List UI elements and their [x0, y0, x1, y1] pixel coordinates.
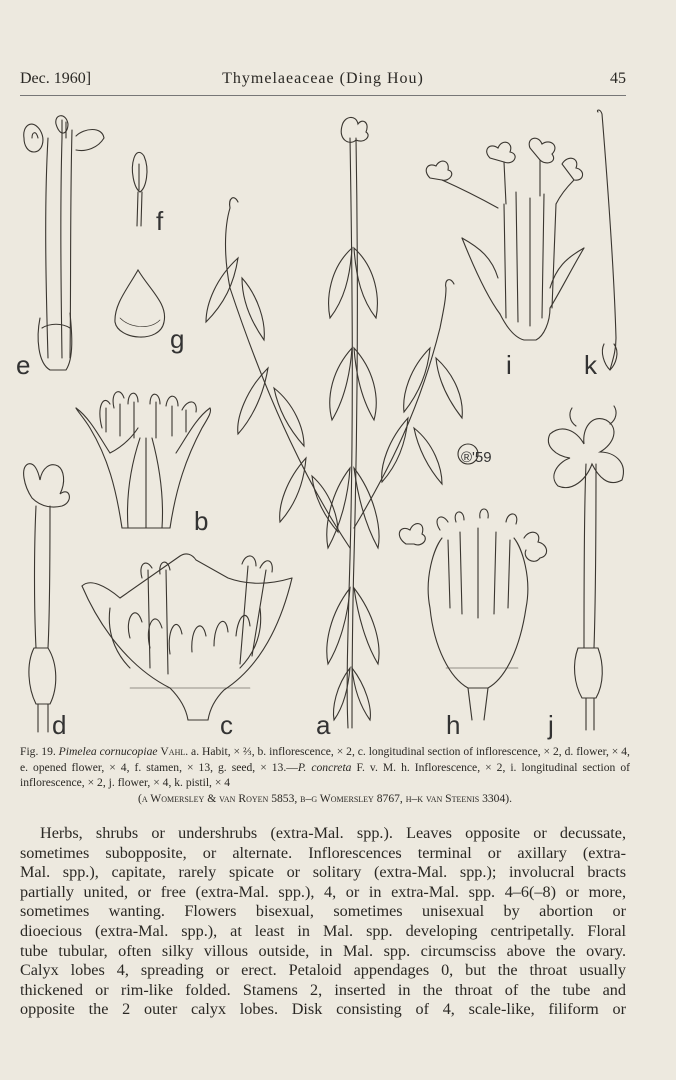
caption-author: Vahl.: [160, 745, 189, 758]
label-c: c: [220, 710, 233, 740]
label-b: b: [194, 506, 209, 536]
botanical-plate: [10, 108, 640, 740]
body-paragraph: [20, 824, 626, 1020]
figure-c-longitudinal-section: [82, 554, 292, 720]
header-rule: [20, 95, 626, 96]
body-line: dioecious (extra-Mal. spp.), at least in Mal. spp. developing centripetally. Floral: [20, 921, 626, 940]
body-line: tube tubular, often silky villous outside, in Mal. spp. circumsciss above the ovary.: [20, 941, 626, 960]
caption-species: Pimelea cornucopiae: [58, 745, 158, 758]
figure-j-flower: [548, 406, 623, 730]
page-number: 45: [610, 70, 626, 87]
label-i: i: [506, 350, 512, 380]
header-date: Dec. 1960]: [20, 70, 92, 87]
label-g: g: [170, 324, 185, 354]
running-header: [20, 70, 626, 94]
body-line: Herbs, shrubs or undershrubs (extra-Mal. spp.). Leaves opposite or decussate,: [40, 824, 626, 842]
figure-k-pistil: [597, 110, 617, 370]
body-line: Mal. spp.), capitate, rarely spicate or solitary (extra-Mal. spp.); involucral bracts: [20, 863, 626, 882]
caption-species2: P. concreta: [297, 760, 352, 774]
caption-line3: F. v. M. h. Inflorescence, × 2, i. longitudinal section of inflorescence, × 2, j. flower, × 4, k. pistil, × 4: [20, 760, 631, 789]
header-title: Thymelaeaceae (Ding Hou): [222, 70, 424, 87]
body-line: opposite the 2 outer calyx lobes. Disk consisting of 4, scale-like, filiform or: [20, 1000, 626, 1019]
caption-fig-number: Fig. 19.: [20, 745, 56, 758]
label-e: e: [16, 350, 31, 380]
label-a: a: [316, 710, 331, 740]
label-h: h: [446, 710, 461, 740]
figure-a-habit: [206, 117, 462, 728]
body-line: sometimes subopposite, or alternate. Inflorescences terminal or axillary (extra-: [20, 843, 626, 862]
label-j: j: [548, 710, 554, 740]
body-line: partially united, or free (extra-Mal. spp.), 4, or in extra-Mal. spp. 4–6(–8) or more,: [20, 882, 626, 901]
figure-caption: [20, 744, 630, 806]
figure-b-inflorescence: [76, 392, 211, 528]
body-line: thickened or rim-like folded. Stamens 2, inserted in the throat of the tube and: [20, 980, 626, 999]
caption-line2: inflorescence, × 2, d. flower, × 4, e. opened flower, × 4, f. stamen, × 13, g. seed, × 13.—: [20, 745, 630, 774]
caption-line4: (a Womersley & van Royen 5853, b–g Womersley 8767, h–k van Steenis 3304).: [137, 791, 513, 805]
figure-e-opened-flower: [24, 116, 104, 370]
label-d: d: [52, 710, 67, 740]
label-f: f: [156, 206, 164, 236]
figure-g-seed: [115, 270, 165, 337]
label-k: k: [584, 350, 597, 380]
body-line: sometimes wanting. Flowers bisexual, sometimes unisexual by abortion or: [20, 902, 626, 921]
monogram-text: ®'59: [461, 449, 492, 466]
body-line: Calyx lobes 4, spreading or erect. Petaloid appendages 0, but the throat usually: [20, 961, 626, 980]
figure-d-flower: [24, 464, 70, 732]
figure-h-inflorescence: [399, 509, 546, 720]
caption-line1: a. Habit, × ⅔, b. inflorescence, × 2, c. longitudinal section of: [191, 745, 474, 758]
figure-f-stamen: [132, 152, 147, 226]
figure-i-longitudinal-section: [426, 138, 584, 340]
plate-illustration: [10, 108, 640, 740]
